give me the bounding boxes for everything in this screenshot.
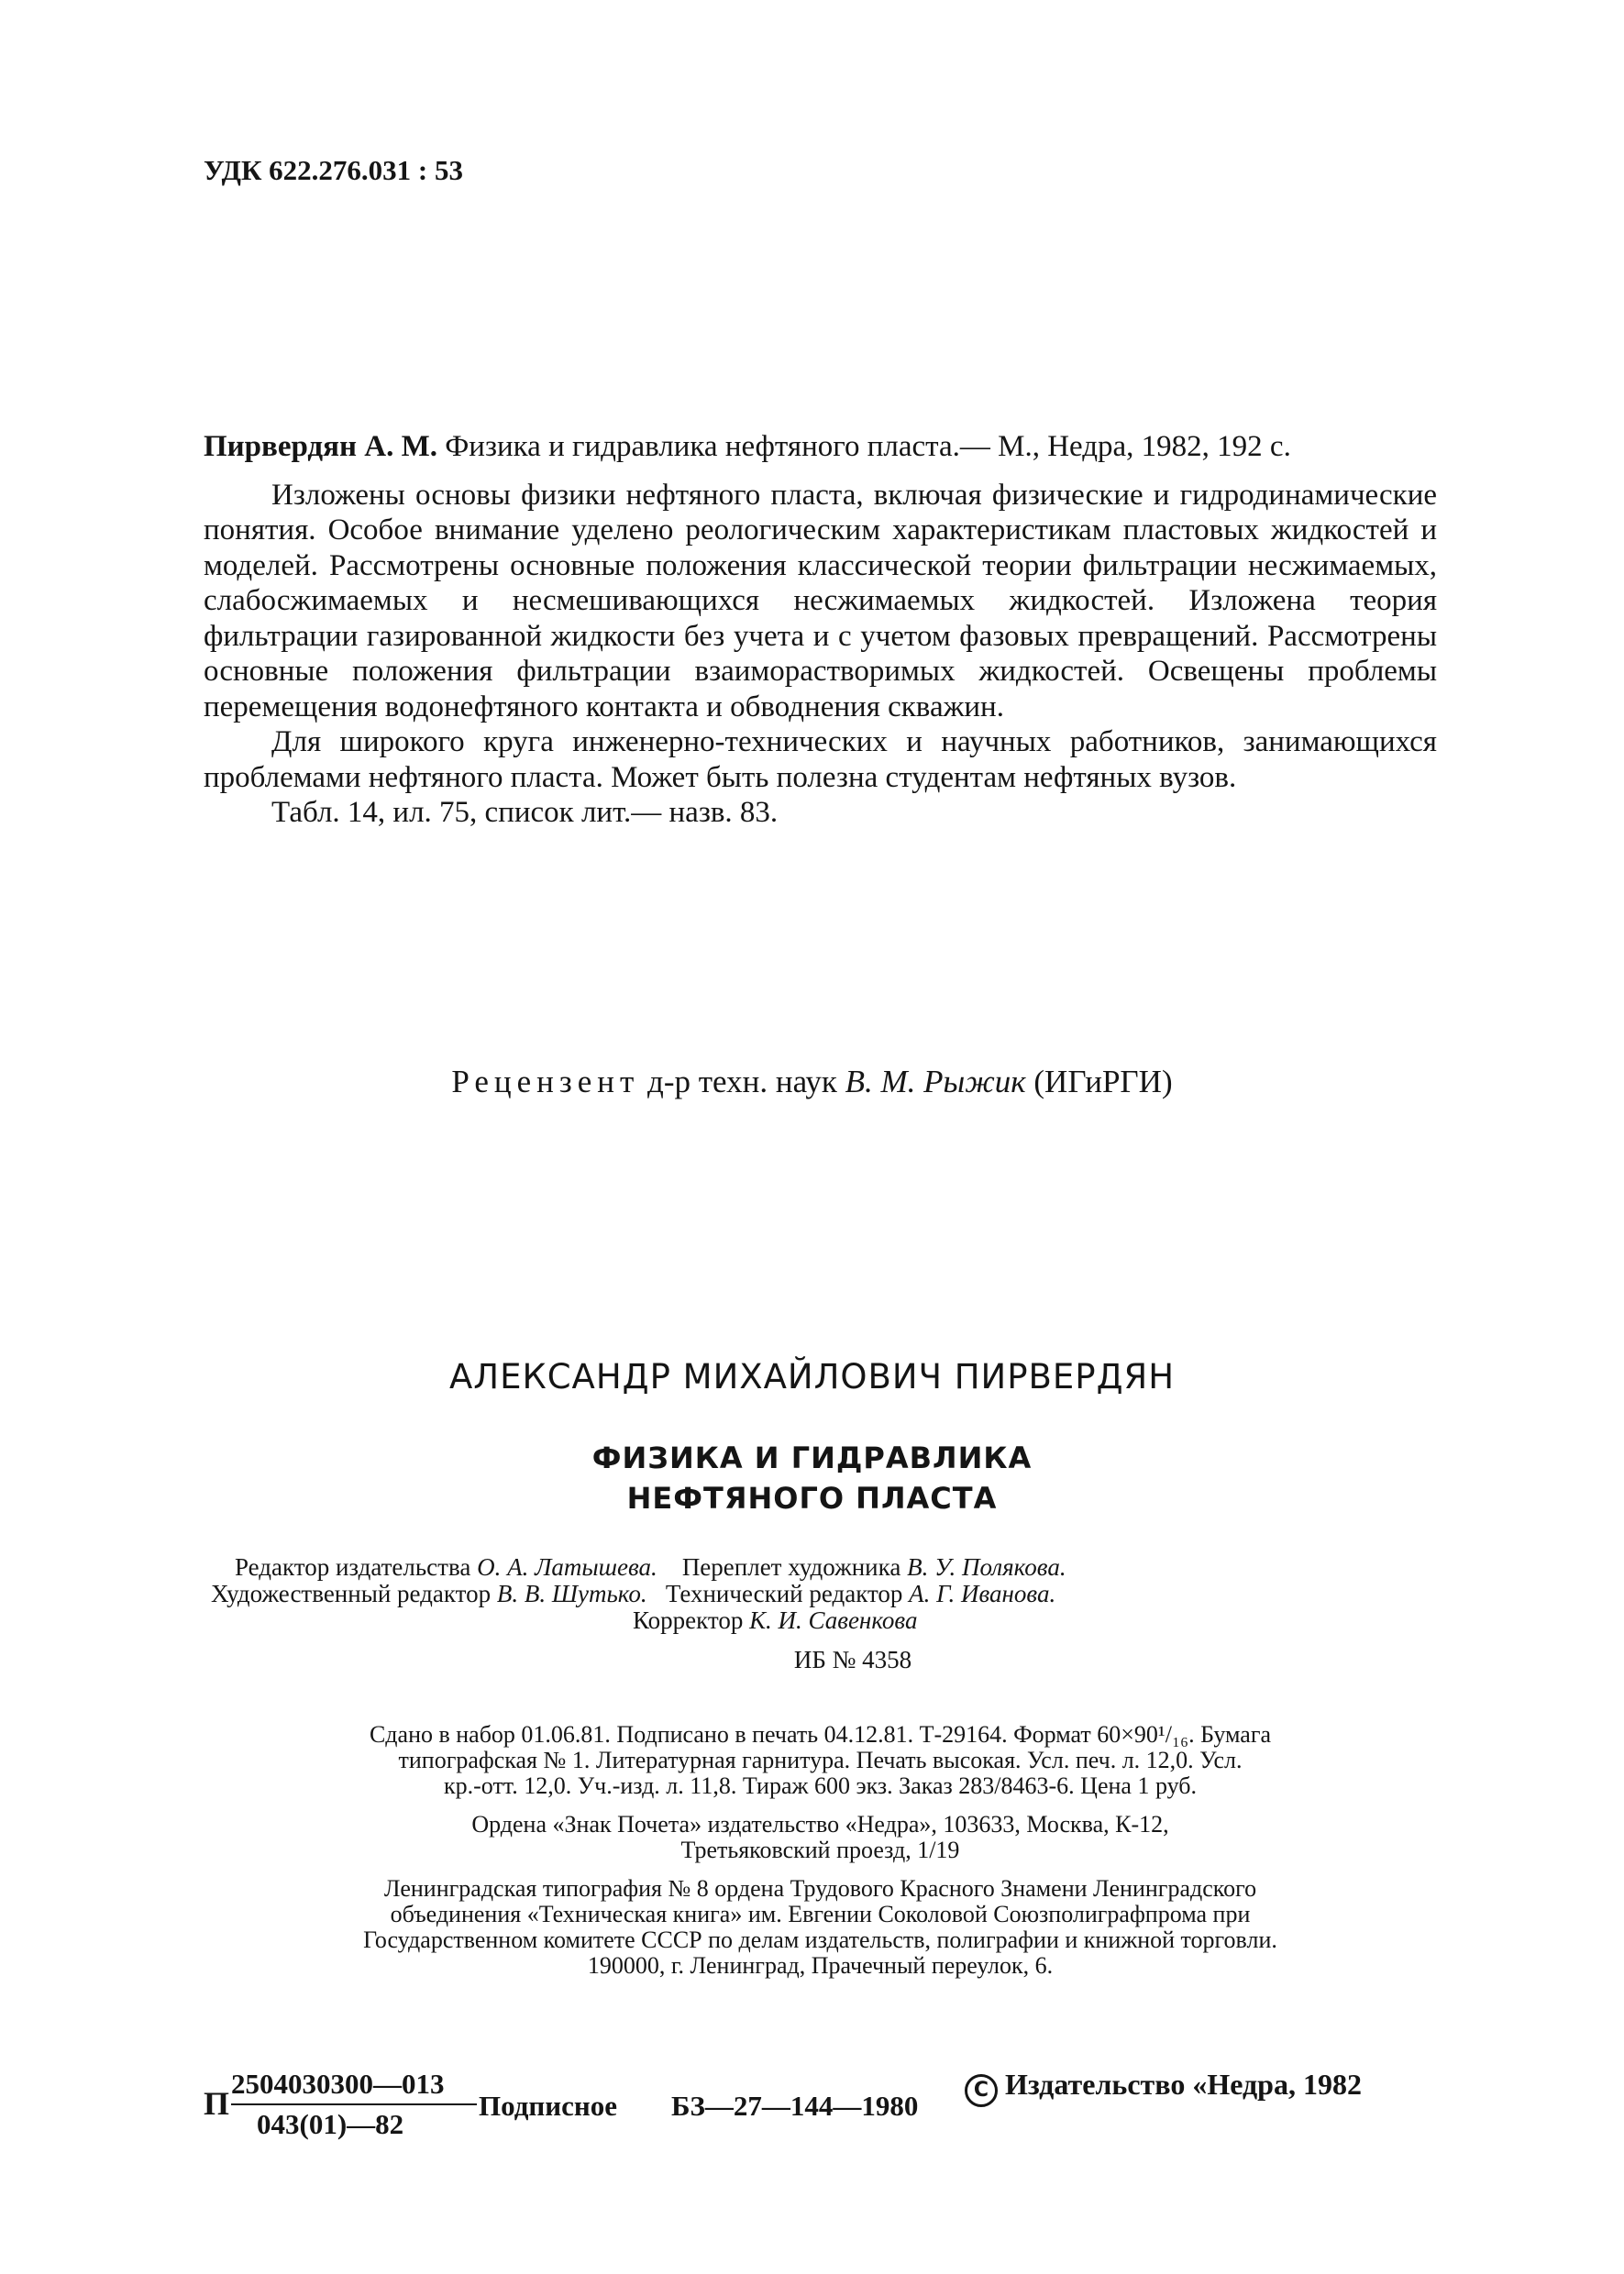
fraction-bar — [231, 2103, 477, 2105]
book-title-line: ФИЗИКА И ГИДРАВЛИКА — [591, 1441, 1033, 1475]
reviewer-org: (ИГиРГИ) — [1033, 1064, 1173, 1099]
credits-block — [211, 1554, 1440, 1673]
publisher-line: Ордена «Знак Почета» издательство «Недра», 103633, Москва, К-12, — [471, 1811, 1169, 1838]
art-editor-label: Художественный редактор — [211, 1580, 492, 1607]
cover-artist-name: В. У. Полякова. — [907, 1553, 1066, 1581]
audience-paragraph: Для широкого круга инженерно-технических и научных работников, занимающихся проблемами нефтяного пласта. Может быть полезна студентам нефтяных вузов. — [204, 725, 1437, 794]
citation-author: Пирвердян А. М. — [204, 430, 437, 463]
copyright-icon: C — [965, 2074, 998, 2107]
tech-editor-name: А. Г. Иванова. — [909, 1580, 1056, 1607]
book-title — [0, 1438, 1624, 1518]
index-numerator: 2504030300—013 — [231, 2068, 445, 2100]
editor-label: Редактор издательства — [235, 1553, 471, 1581]
author-full-name: АЛЕКСАНДР МИХАЙЛОВИЧ ПИРВЕРДЯН — [448, 1357, 1176, 1396]
publisher-line: Третьяковский проезд, 1/19 — [680, 1837, 960, 1863]
reviewer-degree: д-р техн. наук — [647, 1064, 837, 1099]
udk-code: УДК 622.276.031 : 53 — [204, 154, 463, 186]
imprint-block — [204, 1722, 1437, 1979]
printer-line: Ленинградская типография № 8 ордена Трудового Красного Знамени Ленинградского — [383, 1875, 1257, 1902]
catalog-index — [204, 2068, 1451, 2150]
credits-row — [211, 1554, 1440, 1581]
bibliographic-citation — [204, 429, 1437, 465]
subscription-label: Подписное — [479, 2090, 618, 2122]
printer-line: Государственном комитете СССР по делам издательств, полиграфии и книжной торговли. — [363, 1926, 1277, 1953]
proofreader-name: К. И. Савенкова — [749, 1606, 918, 1634]
proofreader-label: Корректор — [633, 1606, 744, 1634]
editor-name: О. А. Латышева. — [477, 1553, 657, 1581]
cover-artist-label: Переплет художника — [681, 1553, 901, 1581]
abstract-block — [204, 429, 1437, 831]
imprint-line: Сдано в набор 01.06.81. Подписано в печать 04.12.81. Т-29164. Формат 60×90¹/₁₆. Бумага — [369, 1721, 1272, 1748]
abstract-paragraph: Изложены основы физики нефтяного пласта, включая физические и гидродинамические понятия. Особое внимание уделено реологическим характеристикам пластовых жидкостей и моделей. Рассмотрены основные положения классической теории фильтрации несжимаемых, слабосжимаемых и несмешивающихся несжимаемых жидкостей. Изложена теория фильтрации газированной жидкости без учета и с учетом фазовых превращений. Рассмотрены основные положения фильтрации взаиморастворимых жидкостей. Освещены проблемы перемещения водонефтяного контакта и обводнения скважин. — [204, 478, 1437, 723]
tech-editor-label: Технический редактор — [665, 1580, 903, 1607]
copyright-text: Издательство «Недра, 1982 — [1005, 2068, 1362, 2101]
credits-row — [211, 1581, 1440, 1607]
ib-number: ИБ № 4358 — [793, 1646, 912, 1673]
credits-row — [211, 1607, 1440, 1634]
book-title-line: НЕФТЯНОГО ПЛАСТА — [626, 1481, 998, 1516]
tables-figures-note: Табл. 14, ил. 75, список лит.— назв. 83. — [271, 796, 779, 829]
reviewer-line — [0, 1064, 1624, 1100]
plan-code: БЗ—27—144—1980 — [671, 2090, 919, 2122]
printer-line: объединения «Техническая книга» им. Евгении Соколовой Союзполиграфпрома при — [390, 1901, 1251, 1927]
reviewer-name: В. М. Рыжик — [845, 1064, 1026, 1099]
citation-text: Физика и гидравлика нефтяного пласта.— М., Недра, 1982, 192 с. — [445, 430, 1291, 463]
imprint-line: типографская № 1. Литературная гарнитура. Печать высокая. Усл. печ. л. 12,0. Усл. — [398, 1747, 1243, 1773]
printer-line: 190000, г. Ленинград, Прачечный переулок, 6. — [587, 1952, 1054, 1979]
index-letter: П — [204, 2085, 230, 2122]
index-denominator: 043(01)—82 — [257, 2108, 404, 2140]
art-editor-name: В. В. Шутько. — [496, 1580, 647, 1607]
imprint-line: кр.-отт. 12,0. Уч.-изд. л. 11,8. Тираж 600 экз. Заказ 283/8463-6. Цена 1 руб. — [444, 1772, 1197, 1799]
copyright-line — [965, 2068, 1362, 2107]
reviewer-label: Рецензент — [451, 1064, 640, 1099]
